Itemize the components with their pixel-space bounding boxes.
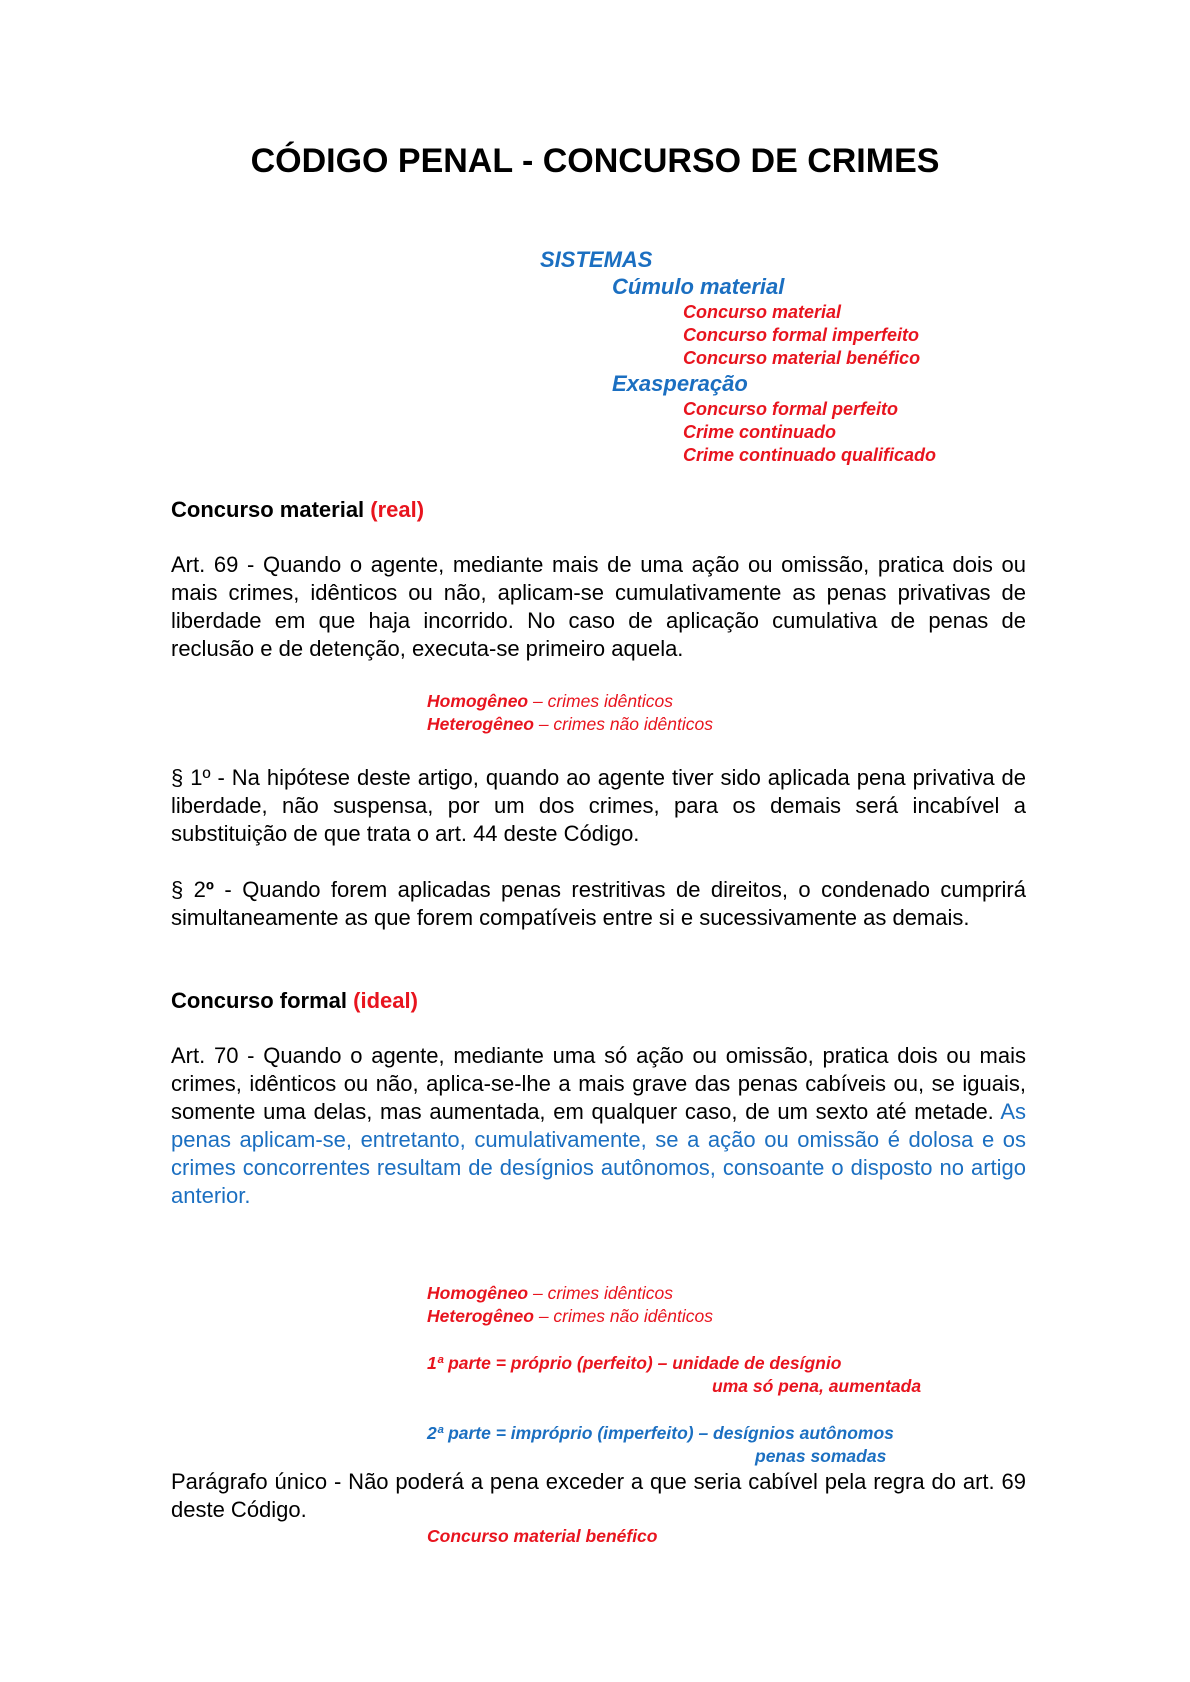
note-homogeneo [427, 690, 673, 713]
paragraph-2 [171, 876, 1026, 932]
sistemas-heading: SISTEMAS [540, 247, 653, 272]
exasperacao-item: Concurso formal perfeito [683, 399, 899, 419]
paragraph-2-text: - Quando forem aplicadas penas restritivas de direitos, o condenado cumprirá simultaneamente as que forem compatíveis entre si e sucessivamente as demais. [171, 877, 1026, 930]
cumulo-item: Concurso formal imperfeito [683, 325, 920, 345]
exasperacao-item: Crime continuado qualificado [683, 445, 937, 465]
section-title-text: Concurso material [171, 497, 365, 522]
note-term: Homogêneo [427, 1283, 529, 1303]
section-title-concurso-formal [171, 988, 418, 1014]
section-title-concurso-material [171, 497, 424, 523]
section-title-qualifier: (real) [370, 497, 425, 522]
section-title-qualifier: (ideal) [353, 988, 418, 1013]
note-heterogeneo [427, 713, 713, 736]
note-desc: – crimes não idênticos [533, 1306, 713, 1326]
art-70-main: Art. 70 - Quando o agente, mediante uma só ação ou omissão, pratica dois ou mais crimes, idênticos ou não, aplica-se-lhe a mais grave das penas cabíveis ou, se iguais, somente uma delas, mas aumentada, em qualquer caso, de um sexto até metade. [171, 1043, 1026, 1124]
parte-1-line2: uma só pena, aumentada [712, 1376, 922, 1396]
art-69-text: Art. 69 - Quando o agente, mediante mais de uma ação ou omissão, pratica dois ou mais crimes, idênticos ou não, aplicam-se cumulativamente as penas privativas de liberdade em que haja incorrido. No caso de aplicação cumulativa de penas de reclusão e de detenção, executa-se primeiro aquela. [171, 552, 1026, 661]
note-term: Homogêneo [427, 691, 529, 711]
cumulo-item: Concurso material [683, 302, 842, 322]
exasperacao-item: Crime continuado [683, 422, 837, 442]
note-desc: – crimes não idênticos [533, 714, 713, 734]
final-note: Concurso material benéfico [427, 1526, 658, 1546]
parte-2-line1: 2ª parte = impróprio (imperfeito) – desígnios autônomos [427, 1423, 894, 1443]
paragraph-1: § 1º - Na hipótese deste artigo, quando ao agente tiver sido aplicada pena privativa de liberdade, não suspensa, por um dos crimes, para os demais será incabível a substituição de que trata o art. 44 deste Código. [171, 765, 1026, 846]
section-title-text: Concurso formal [171, 988, 348, 1013]
cumulo-material-label: Cúmulo material [612, 274, 785, 299]
page-title: CÓDIGO PENAL - CONCURSO DE CRIMES [250, 142, 940, 180]
paragraph-2-ordinal: º [205, 877, 214, 902]
art-70-text [171, 1042, 1026, 1210]
paragraph-2-prefix: § 2 [171, 877, 206, 902]
note-term: Heterogêneo [427, 1306, 534, 1326]
note-desc: – crimes idênticos [528, 1283, 674, 1303]
parte-2-line2: penas somadas [755, 1446, 887, 1466]
art-70-highlight: As penas aplicam-se, entretanto, cumulativamente, se a ação ou omissão é dolosa e os crimes concorrentes resultam de desígnios autônomos, consoante o disposto no artigo anterior. [171, 1099, 1026, 1208]
cumulo-item: Concurso material benéfico [683, 348, 921, 368]
parte-1-line1: 1ª parte = próprio (perfeito) – unidade de desígnio [427, 1353, 842, 1373]
note-heterogeneo [427, 1305, 713, 1328]
exasperacao-label: Exasperação [612, 371, 748, 396]
note-homogeneo [427, 1282, 673, 1305]
note-desc: – crimes idênticos [528, 691, 674, 711]
note-term: Heterogêneo [427, 714, 534, 734]
paragrafo-unico: Parágrafo único - Não poderá a pena exceder a que seria cabível pela regra do art. 69 deste Código. [171, 1469, 1026, 1522]
